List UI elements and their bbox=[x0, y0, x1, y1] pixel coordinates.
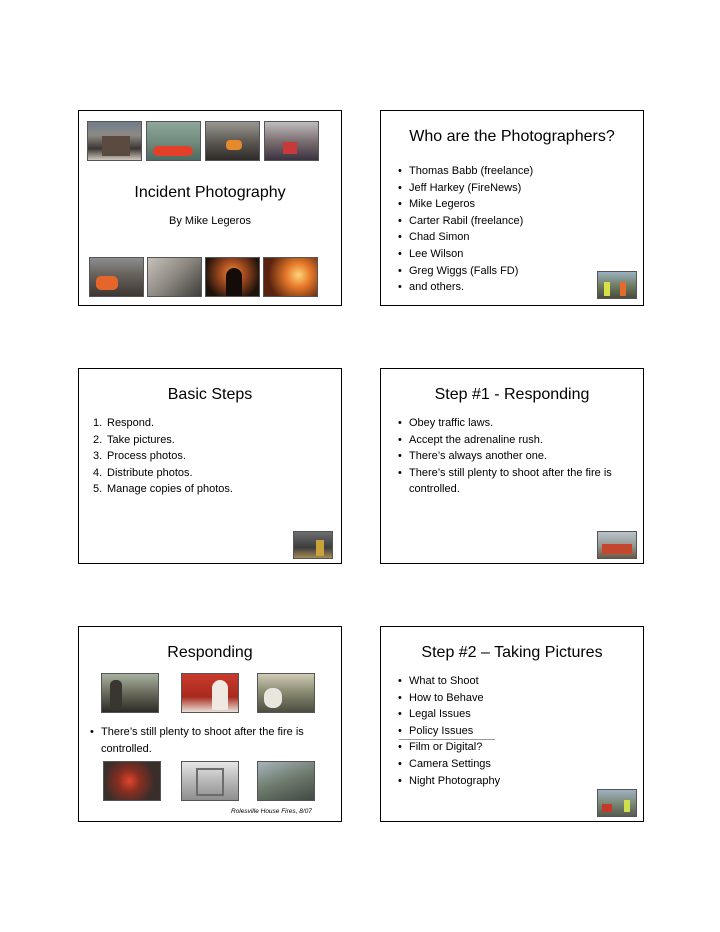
policy-issues-underline bbox=[399, 739, 495, 740]
bullet-item: • Obey traffic laws. bbox=[395, 415, 635, 432]
step-item bbox=[93, 465, 333, 482]
slide-6-bullet-list bbox=[395, 673, 635, 789]
bullet-item: • Camera Settings bbox=[395, 756, 635, 773]
step-number: 1. bbox=[93, 417, 103, 429]
step-text: Manage copies of photos. bbox=[107, 483, 233, 496]
slide-5 bbox=[78, 626, 342, 822]
slide-5-caption: Rolesville House Fires, 8/07 bbox=[231, 808, 312, 815]
step-text: Process photos. bbox=[107, 450, 186, 463]
rescue-scene-photo bbox=[264, 121, 319, 161]
slide-5-title: Responding bbox=[167, 644, 253, 661]
bullet-item: • Mike Legeros bbox=[395, 196, 635, 213]
firefighters-corner-photo bbox=[293, 531, 333, 559]
step-number: 2. bbox=[93, 433, 103, 446]
bullet-item: • Lee Wilson bbox=[395, 246, 635, 263]
hose-nozzle-photo bbox=[103, 761, 161, 801]
fire-truck-corner-photo bbox=[597, 531, 637, 559]
bullet-item: • Legal Issues bbox=[395, 706, 635, 723]
roadside-scene-photo bbox=[597, 789, 637, 817]
slide-2 bbox=[380, 110, 644, 306]
step-item bbox=[93, 481, 333, 498]
slide-1 bbox=[78, 110, 342, 306]
bullet-item: • Greg Wiggs (Falls FD) bbox=[395, 263, 635, 280]
slide-3-step-list bbox=[93, 415, 333, 498]
water-rescue-boat-photo bbox=[146, 121, 201, 161]
step-item bbox=[93, 415, 333, 432]
bullet-item: • Thomas Babb (freelance) bbox=[395, 163, 635, 180]
bullet-item: • Jeff Harkey (FireNews) bbox=[395, 180, 635, 197]
step-text: Respond. bbox=[107, 417, 155, 429]
burned-window-photo bbox=[181, 761, 239, 801]
firefighters-resting-photo bbox=[257, 673, 315, 713]
bullet-line: There’s still plenty to shoot after the fire is bbox=[409, 466, 612, 479]
slide-6 bbox=[380, 626, 644, 822]
step-number: 5. bbox=[93, 483, 103, 496]
interior-fire-photo bbox=[263, 257, 318, 297]
bullet-line-continued: controlled. bbox=[101, 742, 152, 755]
firefighter-silhouette-photo bbox=[205, 257, 260, 297]
bullet-item: • Film or Digital? bbox=[395, 739, 635, 756]
bullet-item: • Accept the adrenaline rush. bbox=[395, 432, 635, 449]
bullet-item: • How to Behave bbox=[395, 690, 635, 707]
slide-4-bullet-list bbox=[395, 415, 635, 498]
step-text: Distribute photos. bbox=[107, 466, 193, 479]
bullet-item bbox=[395, 465, 635, 498]
firefighter-hose-photo bbox=[101, 673, 159, 713]
slide-1-subtitle: By Mike Legeros bbox=[169, 215, 251, 227]
slide-4-title: Step #1 - Responding bbox=[434, 386, 590, 403]
bullet-line-continued: controlled. bbox=[409, 483, 460, 496]
step-item bbox=[93, 448, 333, 465]
step-number: 4. bbox=[93, 466, 103, 479]
step-number: 3. bbox=[93, 450, 103, 463]
bullet-item: • Carter Rabil (freelance) bbox=[395, 213, 635, 230]
bullet-line: There’s still plenty to shoot after the fire is bbox=[101, 726, 304, 738]
bullet-item: • Night Photography bbox=[395, 773, 635, 790]
bullet-item: • There’s always another one. bbox=[395, 448, 635, 465]
engine-door-photo bbox=[181, 673, 239, 713]
bullet-item: • What to Shoot bbox=[395, 673, 635, 690]
bullet-item: • Chad Simon bbox=[395, 229, 635, 246]
street-scene-photo bbox=[257, 761, 315, 801]
photographers-group-photo bbox=[597, 271, 637, 299]
slide-6-title: Step #2 – Taking Pictures bbox=[421, 644, 603, 661]
slide-2-title: Who are the Photographers? bbox=[409, 128, 615, 145]
house-fire-flames-photo bbox=[89, 257, 144, 297]
step-item bbox=[93, 432, 333, 449]
firefighter-smoke-photo bbox=[147, 257, 202, 297]
burning-house-photo bbox=[87, 121, 142, 161]
slide-3-title: Basic Steps bbox=[167, 386, 253, 403]
slide-1-title: Incident Photography bbox=[134, 184, 286, 201]
step-text: Take pictures. bbox=[107, 433, 175, 446]
slide-3 bbox=[78, 368, 342, 564]
slide-5-bullet-list bbox=[87, 724, 337, 757]
slide-4 bbox=[380, 368, 644, 564]
house-fire-smoke-photo bbox=[205, 121, 260, 161]
bullet-item: • and others. bbox=[395, 279, 635, 296]
bullet-item: • Policy Issues bbox=[395, 723, 635, 740]
bullet-item bbox=[87, 724, 337, 757]
